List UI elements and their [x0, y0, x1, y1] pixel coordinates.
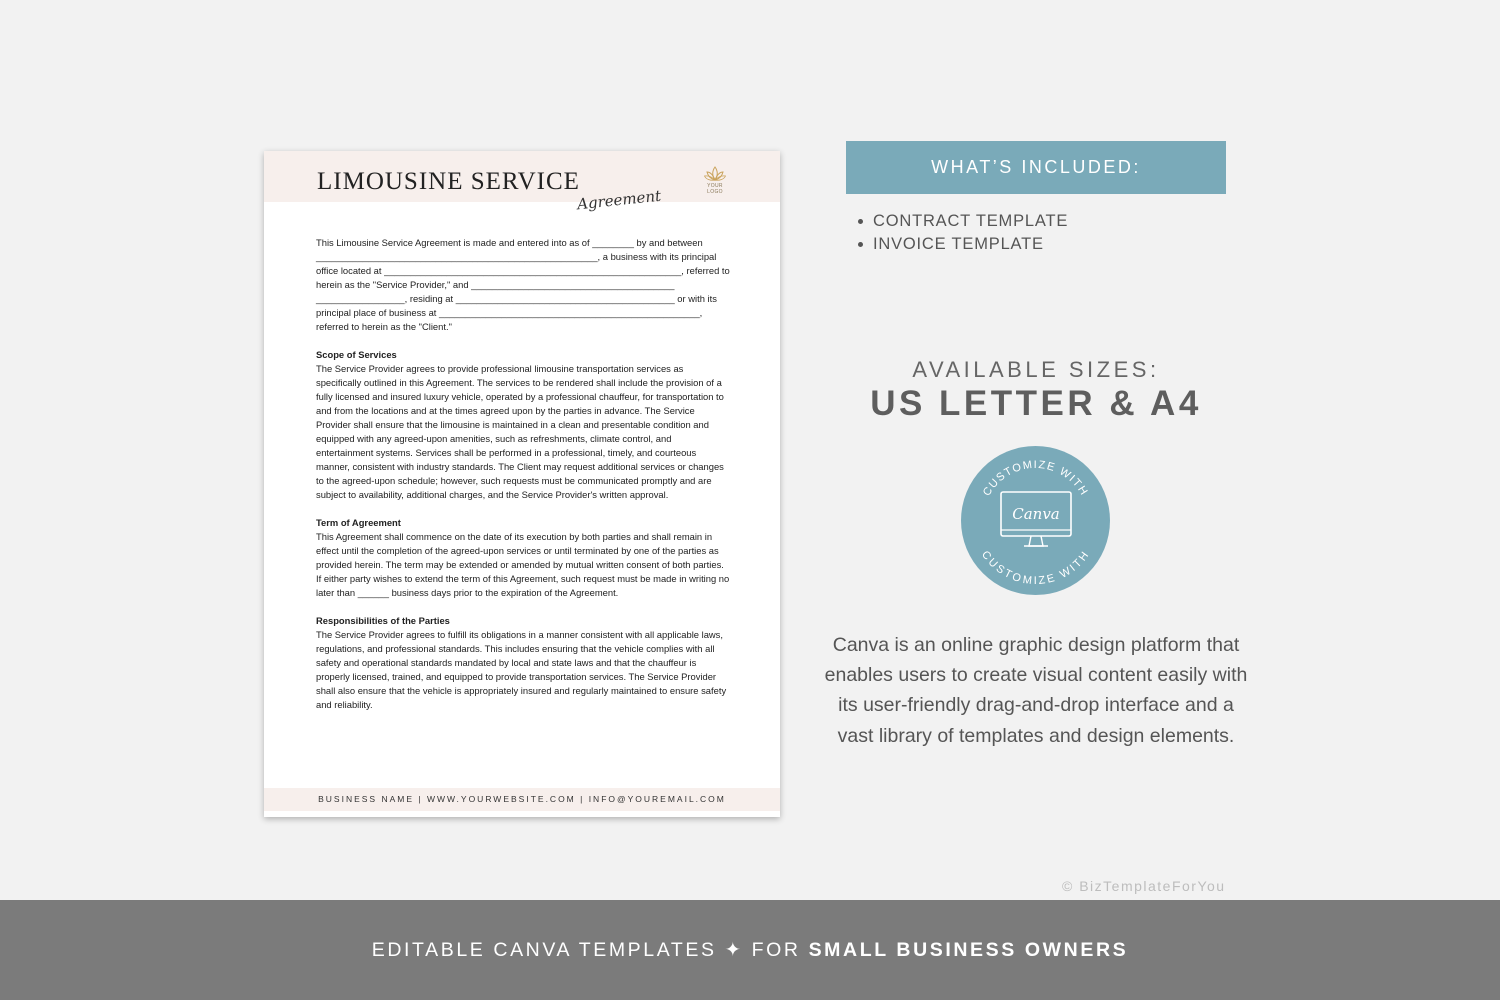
document-footer: BUSINESS NAME | WWW.YOURWEBSITE.COM | INFO@YOUREMAIL.COM	[264, 788, 780, 811]
copyright-text: © BizTemplateForYou	[1062, 878, 1226, 894]
document-title: LIMOUSINE SERVICE	[317, 168, 580, 195]
section-heading: Responsibilities of the Parties	[316, 615, 450, 626]
document-script-subtitle: Agreement	[576, 186, 662, 214]
section-text: The Service Provider agrees to fulfill its obligations in a manner consistent with all applicable laws, regulations, and professional standards. This includes ensuring that the vehicle complies with all safety and operational standards mandated by local and state laws and that the chauffeur is properly licensed, trained, and equipped to provide transportation services. The Service Provider shall also ensure that the vehicle is appropriately insured and regularly maintained to ensure safety and reliability.	[316, 629, 727, 710]
badge-text-bottom: CUSTOMIZE WITH	[978, 548, 1093, 588]
document-preview	[264, 151, 780, 817]
badge-brand: Canva	[1012, 505, 1060, 523]
bottom-banner-text: EDITABLE CANVA TEMPLATES ✦ FOR	[371, 939, 809, 961]
section-heading: Scope of Services	[316, 349, 397, 360]
sizes-value: US LETTER & A4	[870, 384, 1202, 423]
section-responsibilities	[316, 614, 730, 712]
section-text: The Service Provider agrees to provide professional limousine transportation services as specifically outlined in this Agreement. The services to be rendered shall include the provision of a fully licensed and insured luxury vehicle, operated by a professional chauffeur, for transportation to and from the locations and at the times agreed upon by the parties in advance. The Service Provider shall ensure that the limousine is maintained in a clean and presentable condition and equipped with any agreed-upon amenities, such as refreshments, climate control, and entertainment systems. Services shall be performed in a professional, timely, and courteous manner, consistent with industry standards. The Client may request additional services or changes to the agreed-upon schedule; however, such requests must be communicated promptly and are subject to availability, additional charges, and the Service Provider's written approval.	[316, 363, 724, 500]
document-body	[316, 236, 730, 726]
logo-label: YOUR LOGO	[707, 183, 723, 195]
section-term	[316, 516, 730, 600]
document-intro: This Limousine Service Agreement is made and entered into as of ________ by and between ______________________________________________________, a business with its principal office located at _________________________________________________________, referred to herein as the "Service Provider," and _______________________________________ _________________, residing at __________________________________________ or with its principal place of business at __________________________________________________, referred to herein as the "Client."	[316, 237, 730, 332]
bottom-banner-emphasis: SMALL BUSINESS OWNERS	[808, 939, 1129, 961]
canva-description: Canva is an online graphic design platform that enables users to create visual content easily with its user-friendly drag-and-drop interface and a vast library of templates and design elements.	[824, 634, 1248, 747]
whats-included-banner: WHAT’S INCLUDED:	[846, 141, 1226, 194]
section-text: This Agreement shall commence on the date of its execution by both parties and shall remain in effect until the completion of the agreed-upon services or until terminated by one of the parties as provided herein. The term may be extended or amended by mutual written consent of both parties. If either party wishes to extend the term of this Agreement, such request must be made in writing no later than ______ business days prior to the expiration of the Agreement.	[316, 531, 730, 598]
list-item: INVOICE TEMPLATE	[873, 233, 1068, 256]
lotus-icon	[704, 166, 726, 182]
list-item: CONTRACT TEMPLATE	[873, 210, 1068, 233]
included-list	[873, 210, 1068, 255]
customize-with-canva-badge	[961, 446, 1110, 595]
bottom-banner	[0, 900, 1500, 1000]
section-heading: Term of Agreement	[316, 517, 401, 528]
badge-text-top: CUSTOMIZE WITH	[980, 458, 1091, 499]
sizes-label: AVAILABLE SIZES:	[912, 357, 1160, 382]
section-scope	[316, 348, 730, 502]
logo-placeholder	[700, 166, 730, 195]
document-header	[264, 151, 780, 214]
